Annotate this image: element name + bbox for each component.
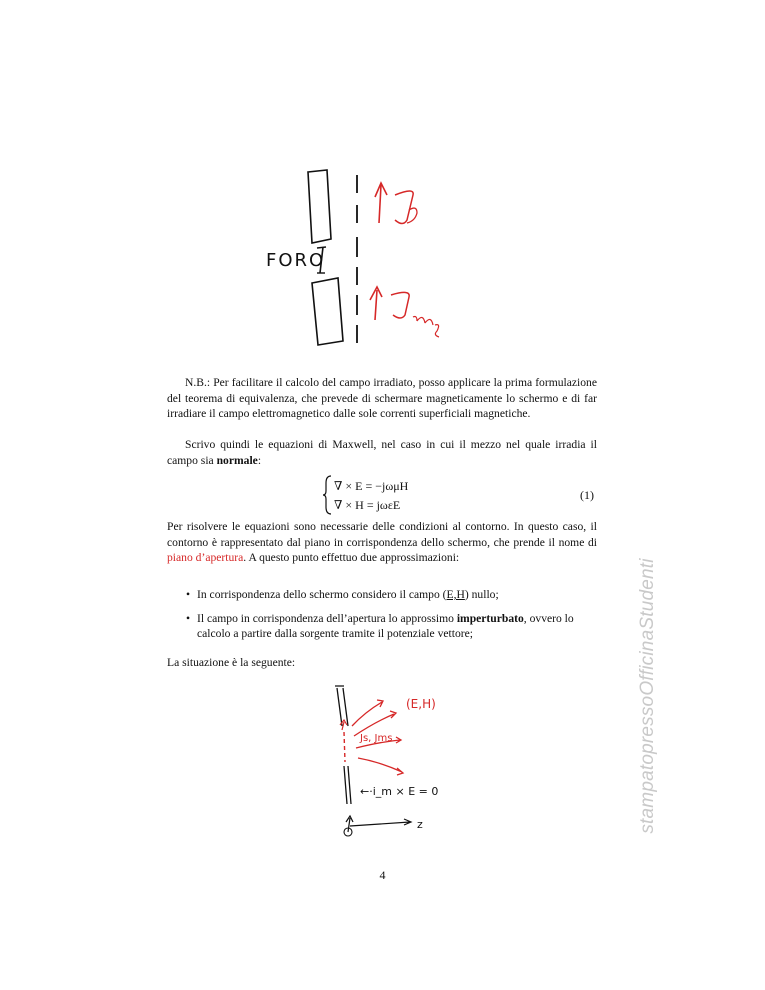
maxwell-intro-paragraph — [167, 437, 597, 468]
bullet-dot: • — [186, 588, 191, 601]
approximations-list — [167, 587, 597, 650]
item1-text-end: ) nullo; — [464, 588, 499, 601]
figure1-label-foro: FORO — [266, 250, 326, 271]
figure2-label-js-jms: Js, Jms — [360, 733, 393, 744]
boundary-text: Per risolvere le equazioni sono necessarie delle condizioni al contorno. In questo caso, il contorno è rappresentato dal piano in corrispondenza dello schermo, che prende il nome di — [167, 520, 597, 549]
situation-paragraph: La situazione è la seguente: — [167, 656, 296, 669]
figure2-label-z: z — [417, 818, 423, 831]
equation-line-2 — [334, 497, 400, 513]
brace-symbol — [322, 475, 332, 515]
watermark — [638, 540, 658, 850]
boundary-conditions-paragraph — [167, 519, 597, 566]
watermark-text: stampatopressoOfficinaStudenti — [637, 558, 658, 834]
equation-line-1 — [334, 478, 408, 494]
piano-apertura-red: piano d’apertura — [167, 551, 244, 565]
nb-paragraph: N.B.: Per facilitare il calcolo del campo irradiato, posso applicare la prima formulazione del teorema di equivalenza, che prevede di schermare magneticamente lo schermo e di far irradiare il campo elettromagnetico dalle sole correnti superficiali magnetiche. — [167, 376, 597, 421]
item1-underlined: E,H — [446, 588, 465, 601]
item2-text-end: , ovvero lo calcolo a partire dalla sorgente tramite il potenziale vettore; — [197, 611, 574, 641]
eq1-text: ∇ × E = −jωμH — [334, 479, 409, 493]
equation-number: (1) — [580, 488, 594, 502]
figure1-label-js — [392, 183, 407, 216]
bullet-dot: • — [186, 611, 191, 625]
item2-text: Il campo in corrispondenza dell’apertura lo approssimo — [197, 611, 457, 625]
page-number: 4 — [379, 868, 386, 882]
figure2-label-eh: (E,H) — [406, 697, 436, 711]
boundary-text-end: . A questo punto effettuo due approssimazioni: — [243, 551, 460, 565]
figure1-label-jms — [388, 280, 414, 312]
item1-text: In corrispondenza dello schermo considero il campo ( — [197, 588, 447, 601]
list-item — [167, 587, 597, 603]
normale-bold: normale — [216, 453, 258, 467]
maxwell-equation-system — [322, 475, 602, 515]
list-item — [167, 611, 597, 642]
maxwell-intro-colon: : — [257, 453, 262, 467]
figure-aperture-sketch — [330, 682, 460, 842]
eq2-text: ∇ × H = jωεE — [334, 498, 401, 512]
figure2-label-condition: ←·i_m × E = 0 — [360, 785, 439, 798]
maxwell-intro-text: Scrivo quindi le equazioni di Maxwell, nel caso in cui il mezzo nel quale irradia il campo sia — [167, 438, 597, 467]
imperturbato-bold: imperturbato — [456, 611, 524, 625]
